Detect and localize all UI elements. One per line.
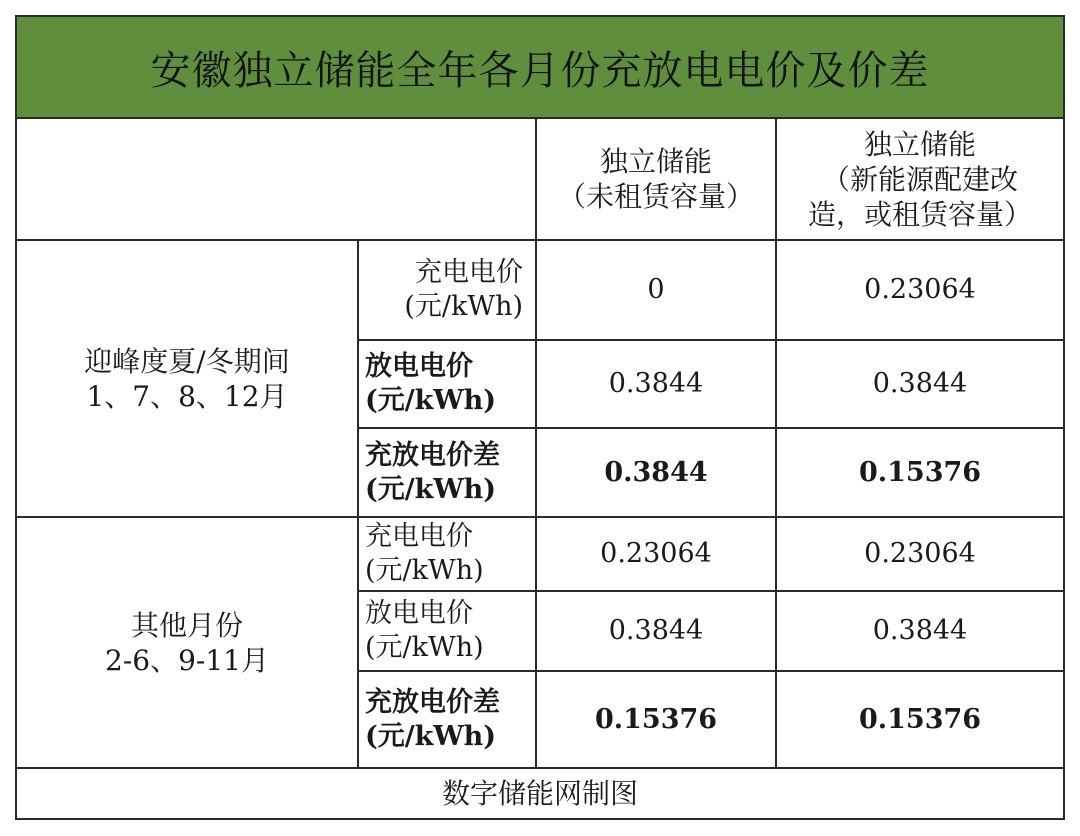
group-label-other [17, 516, 357, 767]
row-label-text: 放电电价 [365, 598, 473, 630]
header-corner [17, 119, 535, 239]
group-label-other-line2: 2-6、9-11月 [105, 643, 269, 677]
table-cell: 0.3844 [535, 427, 775, 516]
row-label-unit: (元/kWh) [365, 720, 497, 752]
header-col-unleased-line1: 独立储能 [599, 145, 712, 178]
table-cell: 0.3844 [775, 339, 1063, 427]
table-cell: 0.15376 [775, 427, 1063, 516]
row-label-unit: (元/kWh) [365, 473, 497, 505]
row-label-charge-price [357, 516, 535, 590]
row-label-unit: (元/kWh) [365, 555, 484, 586]
table-cell: 0.15376 [535, 670, 775, 767]
table-cell: 0.15376 [775, 670, 1063, 767]
header-col-unleased-line2: （未租赁容量） [557, 180, 754, 213]
row-label-text: 充放电价差 [365, 686, 500, 718]
row-label-spread [357, 670, 535, 767]
table-cell: 0.3844 [775, 590, 1063, 670]
table-cell: 0.23064 [775, 516, 1063, 590]
group-label-peak-line1: 迎峰度夏/冬期间 [84, 344, 290, 378]
table-cell: 0 [535, 239, 775, 339]
header-col-unleased [535, 119, 775, 239]
row-label-unit: (元/kWh) [404, 291, 523, 322]
table-cell: 0.23064 [775, 239, 1063, 339]
row-label-discharge-price [357, 339, 535, 427]
row-label-text: 充电电价 [365, 521, 473, 553]
table-cell: 0.3844 [535, 590, 775, 670]
row-label-discharge-price [357, 590, 535, 670]
header-col-leased-line1: 独立储能 [863, 127, 976, 161]
row-label-unit: (元/kWh) [365, 632, 484, 663]
row-label-text: 放电电价 [365, 351, 473, 383]
row-label-charge-price [357, 239, 535, 339]
table-cell: 0.3844 [535, 339, 775, 427]
price-table [15, 15, 1065, 820]
row-label-text: 充放电价差 [365, 439, 500, 471]
header-col-leased-line2: （新能源配建改 [821, 162, 1018, 196]
footer-credit: 数字储能网制图 [17, 767, 1063, 818]
table-cell: 0.23064 [535, 516, 775, 590]
group-label-peak [17, 239, 357, 516]
row-label-text: 充电电价 [415, 257, 523, 289]
group-label-peak-line2: 1、7、8、12月 [86, 379, 288, 413]
table-title: 安徽独立储能全年各月份充放电电价及价差 [17, 17, 1063, 119]
header-col-leased-line3: 造，或租赁容量） [807, 197, 1032, 231]
group-label-other-line1: 其他月份 [130, 608, 243, 642]
header-col-leased [775, 119, 1063, 239]
row-label-spread [357, 427, 535, 516]
row-label-unit: (元/kWh) [365, 385, 497, 416]
